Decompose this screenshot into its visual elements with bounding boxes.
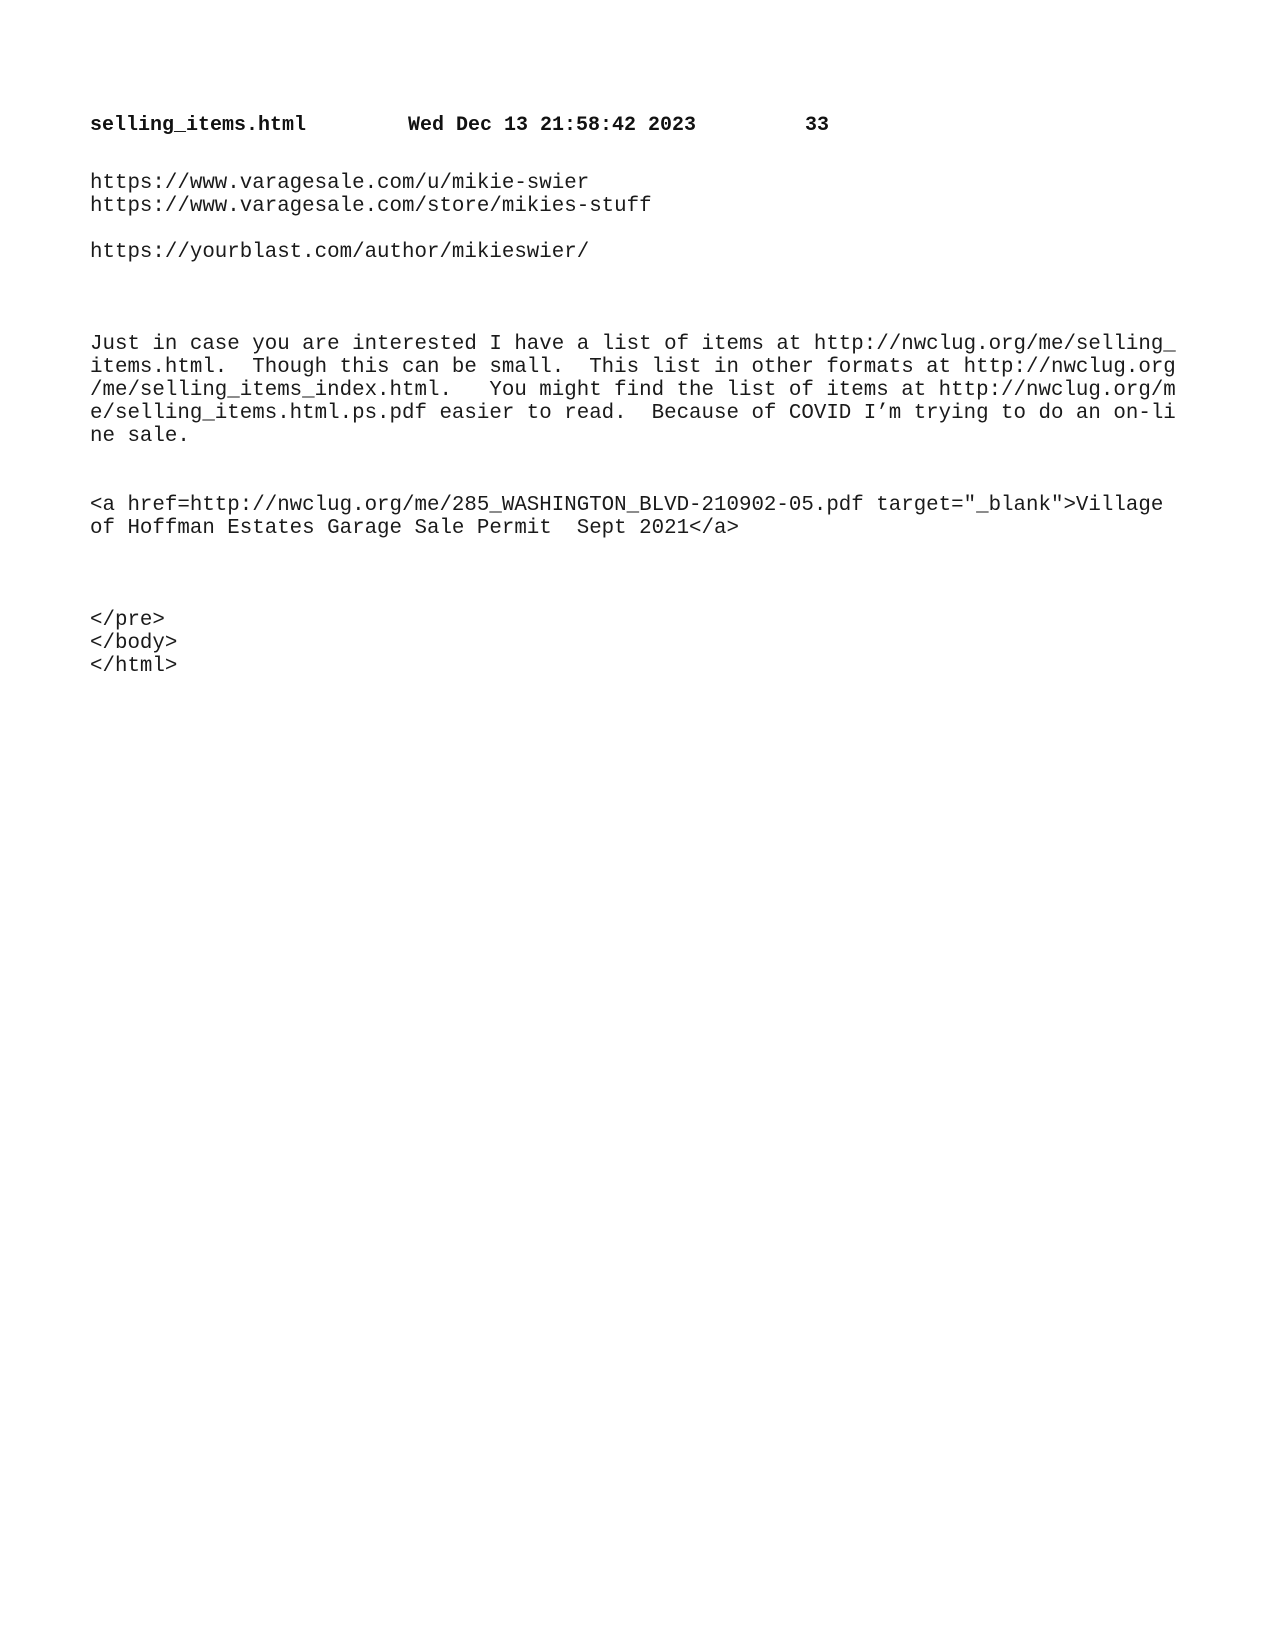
paragraph-line: items.html. Though this can be small. This list in other formats at http://nwclug.org	[90, 356, 1176, 379]
paragraph-line: Just in case you are interested I have a list of items at http://nwclug.org/me/selling_	[90, 333, 1176, 356]
paragraph-line: e/selling_items.html.ps.pdf easier to read. Because of COVID I’m trying to do an on-li	[90, 402, 1176, 425]
header-page-number: 33	[805, 114, 830, 137]
yourblast-author-link: https://yourblast.com/author/mikieswier/	[90, 241, 590, 264]
closing-tag-html: </html>	[90, 655, 178, 678]
blank-line	[90, 540, 1190, 563]
paragraph-line: /me/selling_items_index.html. You might find the list of items at http://nwclug.org/m	[90, 379, 1176, 402]
blank-line	[90, 563, 1190, 586]
anchor-tag-line: of Hoffman Estates Garage Sale Permit Sept 2021</a>	[90, 517, 739, 540]
blank-line	[90, 218, 1190, 241]
page-header	[90, 114, 830, 138]
closing-tag-body: </body>	[90, 632, 178, 655]
document-body	[90, 172, 1190, 678]
blank-line	[90, 264, 1190, 287]
blank-line	[90, 287, 1190, 310]
varagesale-store-link: https://www.varagesale.com/store/mikies-stuff	[90, 195, 652, 218]
anchor-tag-line: <a href=http://nwclug.org/me/285_WASHINGTON_BLVD-210902-05.pdf target="_blank">Village	[90, 494, 1164, 517]
blank-line	[90, 448, 1190, 471]
blank-line	[90, 586, 1190, 609]
paragraph-line: ne sale.	[90, 425, 190, 448]
blank-line	[90, 471, 1190, 494]
closing-tag-pre: </pre>	[90, 609, 165, 632]
varagesale-user-link: https://www.varagesale.com/u/mikie-swier	[90, 172, 590, 195]
blank-line	[90, 310, 1190, 333]
header-filename: selling_items.html	[90, 114, 307, 137]
header-datetime: Wed Dec 13 21:58:42 2023	[408, 114, 697, 137]
